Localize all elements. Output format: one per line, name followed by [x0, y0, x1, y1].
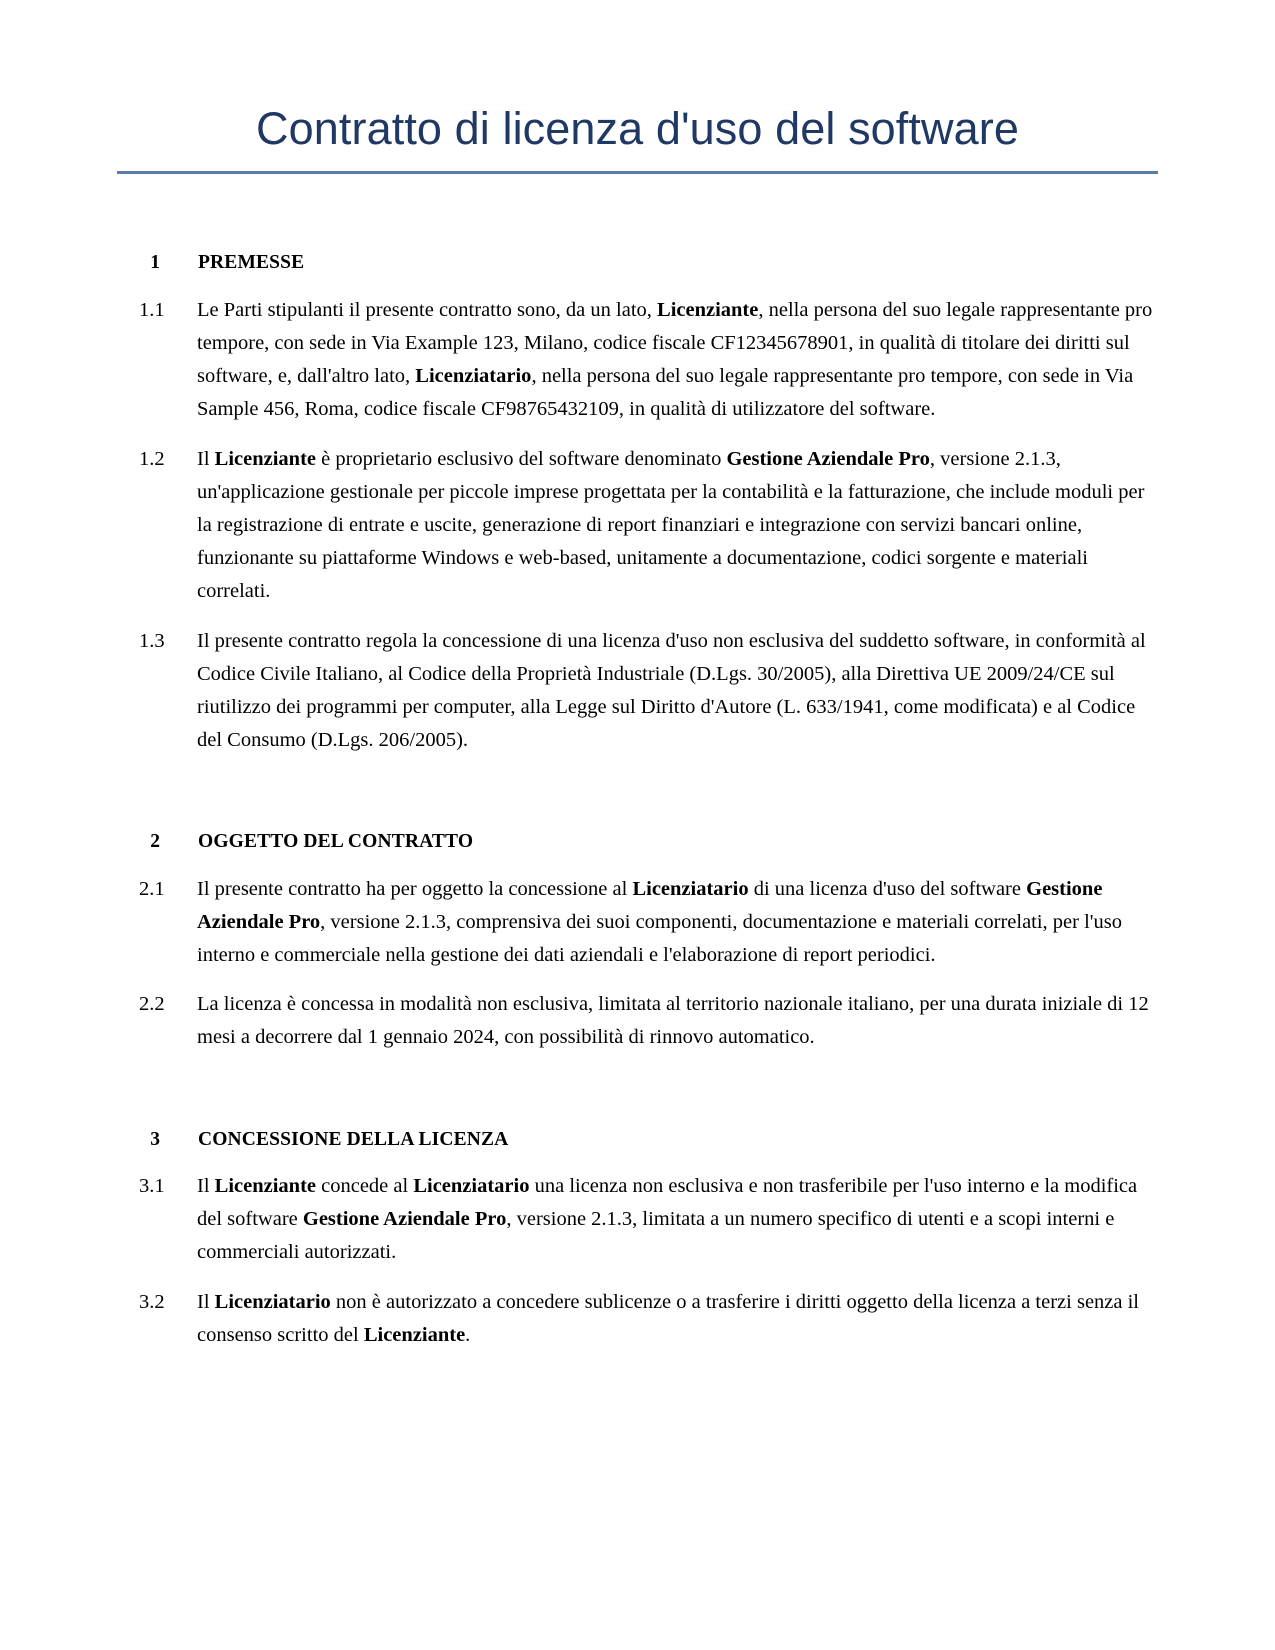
- text-run: concede al: [316, 1174, 414, 1197]
- page-title: Contratto di licenza d'uso del software: [256, 103, 1019, 154]
- text-run: Il presente contratto ha per oggetto la concessione al: [197, 877, 633, 900]
- emphasis-term: Licenziatario: [214, 1290, 331, 1313]
- text-run: , versione 2.1.3, comprensiva dei suoi componenti, documentazione e materiali correlati, per l'uso interno e commerciale nella gestione dei dati aziendali e l'elaborazione di report periodici.: [197, 910, 1122, 967]
- section-title: CONCESSIONE DELLA LICENZA: [198, 1128, 509, 1150]
- paragraph-number: 3.1: [139, 1174, 165, 1197]
- text-run: di una licenza d'uso del software: [748, 877, 1027, 900]
- spacer: [0, 427, 1158, 443]
- emphasis-term: Licenziatario: [413, 1174, 530, 1197]
- section-number: 1: [150, 252, 160, 274]
- paragraph-text: [197, 1170, 1158, 1270]
- paragraph-text: [197, 625, 1158, 758]
- spacer: [0, 1270, 1158, 1286]
- spacer: [0, 757, 1158, 829]
- text-run: , versione 2.1.3, un'applicazione gestionale per piccole imprese progettata per la contabilità e la fatturazione, che include moduli per la registrazione di entrate e uscite, generazione di report finanziari e integrazione con servizi bancari online, funzionante su piattaforme Windows e web-based, unitamente a documentazione, codici sorgente e materiali correlati.: [197, 447, 1145, 603]
- section-number: 3: [150, 1128, 160, 1150]
- text-run: , nella persona del suo legale rappresentante pro tempore, con sede in Via Example 123, Milano, codice fiscale CF12345678901, in qualità di titolare dei diritti sul software, e, dall'altro lato,: [197, 298, 1153, 388]
- paragraph-text: [197, 443, 1158, 609]
- emphasis-term: Licenziante: [214, 1174, 316, 1197]
- spacer: [0, 1055, 1158, 1127]
- spacer: [0, 1153, 1158, 1170]
- text-run: Il: [197, 1290, 215, 1313]
- text-run: Il: [197, 447, 215, 470]
- paragraph-number: 3.2: [139, 1290, 165, 1313]
- paragraph-number: 1.2: [139, 447, 165, 470]
- section-title: PREMESSE: [198, 252, 305, 274]
- section-heading: [0, 1127, 1158, 1153]
- text-run: , nella persona del suo legale rappresentante pro tempore, con sede in Via Sample 456, Roma, codice fiscale CF98765432109, in qualità di utilizzatore del software.: [197, 365, 1134, 421]
- paragraph-number: 1.1: [139, 298, 165, 321]
- emphasis-term: Licenziante: [657, 298, 759, 321]
- text-run: Il: [197, 1174, 215, 1197]
- emphasis-term: Gestione Aziendale Pro: [302, 1208, 507, 1231]
- numbered-paragraph: [0, 625, 1158, 758]
- section-heading: [0, 250, 1158, 276]
- emphasis-term: Licenziatario: [632, 877, 749, 900]
- numbered-paragraph: [0, 1170, 1158, 1270]
- text-run: La licenza è concessa in modalità non esclusiva, limitata al territorio nazionale italiano, per una durata iniziale di 12 mesi a decorrere dal 1 gennaio 2024, con possibilità di rinnovo automatico.: [197, 993, 1149, 1049]
- emphasis-term: Gestione Aziendale Pro: [726, 447, 930, 470]
- paragraph-number: 2.1: [139, 877, 165, 900]
- paragraph-number: 1.3: [139, 629, 165, 652]
- text-run: Le Parti stipulanti il presente contratto sono, da un lato,: [197, 298, 658, 321]
- spacer: [0, 856, 1158, 873]
- spacer: [0, 609, 1158, 625]
- emphasis-term: Gestione Aziendale Pro: [197, 877, 1103, 933]
- paragraph-number: 2.2: [139, 993, 165, 1016]
- text-run: Il presente contratto regola la concessione di una licenza d'uso non esclusiva del suddetto software, in conformità al Codice Civile Italiano, al Codice della Proprietà Industriale (D.Lgs. 30/2005), alla Direttiva UE 2009/24/CE sul riutilizzo dei programmi per computer, alla Legge sul Diritto d'Autore (L. 633/1941, come modificata) e al Codice del Consumo (D.Lgs. 206/2005).: [197, 629, 1146, 752]
- emphasis-term: Licenziante: [214, 447, 316, 470]
- spacer: [0, 972, 1158, 988]
- numbered-paragraph: [0, 1286, 1158, 1352]
- section-number: 2: [150, 831, 160, 853]
- numbered-paragraph: [0, 873, 1158, 973]
- text-run: è proprietario esclusivo del software denominato: [316, 447, 727, 470]
- paragraph-text: [197, 294, 1158, 427]
- document-body: [0, 250, 1275, 1352]
- numbered-paragraph: [0, 443, 1158, 609]
- section-title: OGGETTO DEL CONTRATTO: [198, 831, 474, 853]
- numbered-paragraph: [0, 988, 1158, 1054]
- text-run: una licenza non esclusiva e non trasferibile per l'uso interno e la modifica del software: [197, 1174, 1138, 1231]
- text-run: non è autorizzato a concedere sublicenze o a trasferire i diritti oggetto della licenza a terzi senza il consenso scritto del: [197, 1290, 1140, 1346]
- paragraph-text: [197, 873, 1158, 973]
- paragraph-text: [197, 1286, 1158, 1352]
- title-block: [0, 0, 1275, 174]
- section-heading: [0, 829, 1158, 855]
- emphasis-term: Licenziante: [363, 1323, 466, 1346]
- paragraph-text: [197, 988, 1158, 1054]
- text-run: .: [465, 1323, 471, 1346]
- spacer: [0, 174, 1275, 250]
- emphasis-term: Licenziatario: [415, 365, 532, 388]
- numbered-paragraph: [0, 294, 1158, 427]
- text-run: , versione 2.1.3, limitata a un numero specifico di utenti e a scopi interni e commerciali autorizzati.: [197, 1208, 1115, 1264]
- spacer: [0, 277, 1158, 294]
